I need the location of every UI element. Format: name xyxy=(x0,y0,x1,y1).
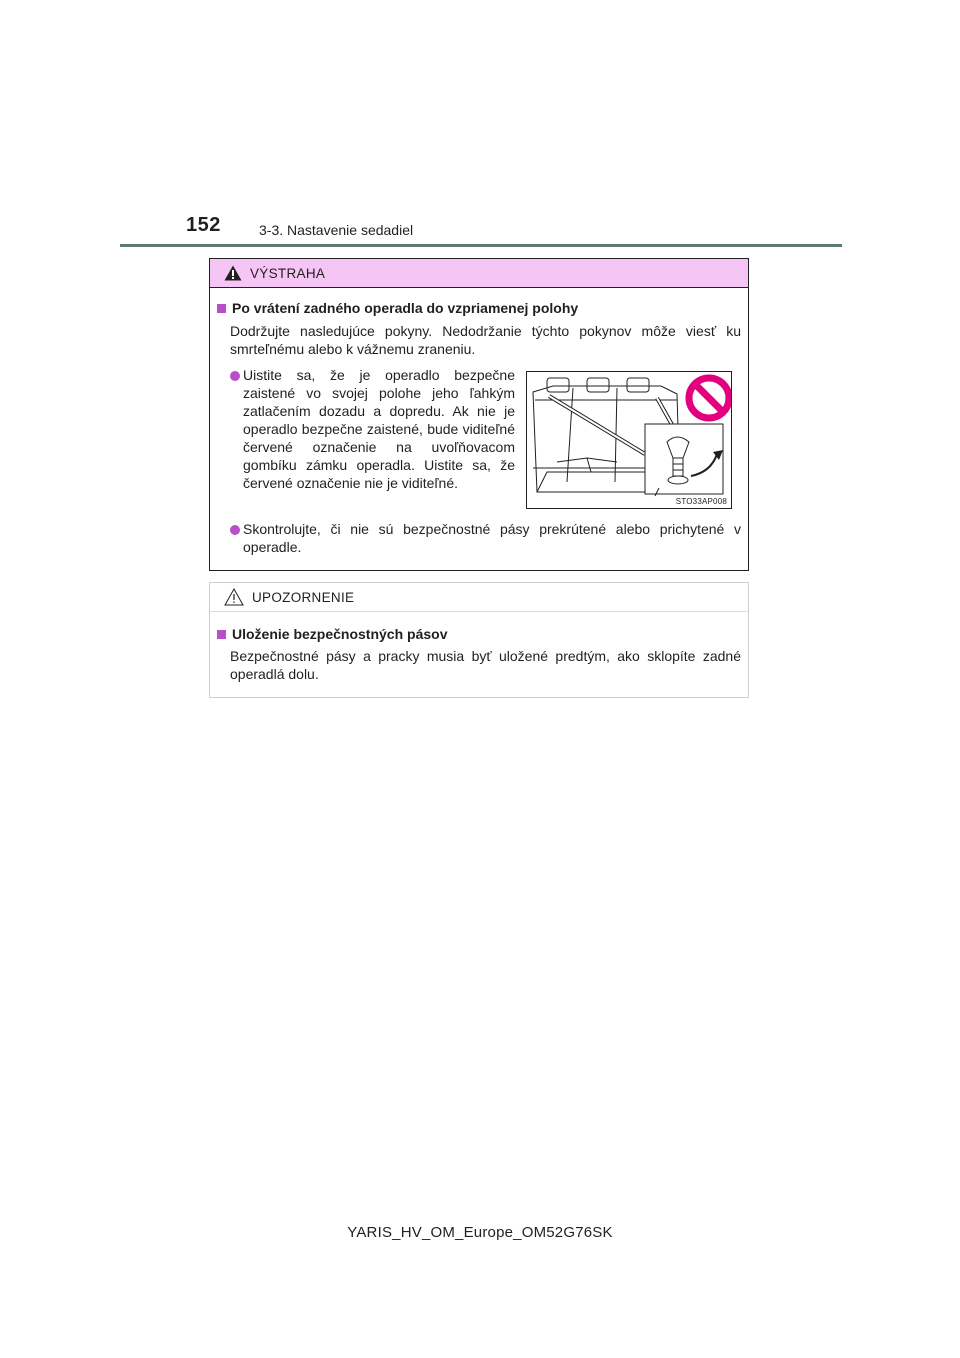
caution-title: UPOZORNENIE xyxy=(252,589,355,605)
square-bullet-icon xyxy=(217,630,226,639)
header-divider xyxy=(120,244,842,247)
illustration-code: STO33AP008 xyxy=(675,497,727,506)
seat-lock-illustration xyxy=(526,371,732,509)
warning-intro: Dodržujte nasledujúce pokyny. Nedodržanie týchto pokynov môže viesť ku smrteľnému alebo k vážnemu zraneniu. xyxy=(230,323,741,357)
warning-header xyxy=(210,259,748,288)
caution-text: Bezpečnostné pásy a pracky musia byť uložené predtým, ako sklopíte zadné operadlá dolu. xyxy=(230,648,741,682)
square-bullet-icon xyxy=(217,304,226,313)
caution-box xyxy=(209,582,749,698)
warning-box xyxy=(209,258,749,571)
warning-bullet-2: Skontrolujte, či nie sú bezpečnostné pásy prekrútené alebo prichytené v operadle. xyxy=(243,521,741,555)
warning-title: VÝSTRAHA xyxy=(250,265,326,281)
warning-bullet-1: Uistite sa, že je operadlo bezpečne zaistené vo svojej polohe jeho ľahkým zatlačením dozadu a dopredu. Ak nie je operadlo bezpečne zaistené, bude viditeľné červené označenie na uvoľňovacom gombíku zámku operadla. Uistite sa, že červené označenie nie je viditeľné. xyxy=(243,367,515,491)
caution-heading xyxy=(217,626,448,642)
warning-triangle-icon xyxy=(224,265,242,281)
caution-heading-text: Uloženie bezpečnostných pásov xyxy=(232,626,448,642)
prohibition-icon xyxy=(689,378,729,418)
caution-triangle-icon xyxy=(224,588,244,606)
page-number: 152 xyxy=(186,214,221,236)
footer-doc-id: YARIS_HV_OM_Europe_OM52G76SK xyxy=(347,1224,613,1241)
bullet-dot-icon xyxy=(230,371,240,381)
warning-heading xyxy=(217,300,578,316)
section-title: 3-3. Nastavenie sedadiel xyxy=(259,222,414,238)
caution-header xyxy=(210,583,748,612)
rear-seat-drawing xyxy=(527,372,731,508)
warning-heading-text: Po vrátení zadného operadla do vzpriamenej polohy xyxy=(232,300,579,316)
bullet-dot-icon xyxy=(230,525,240,535)
